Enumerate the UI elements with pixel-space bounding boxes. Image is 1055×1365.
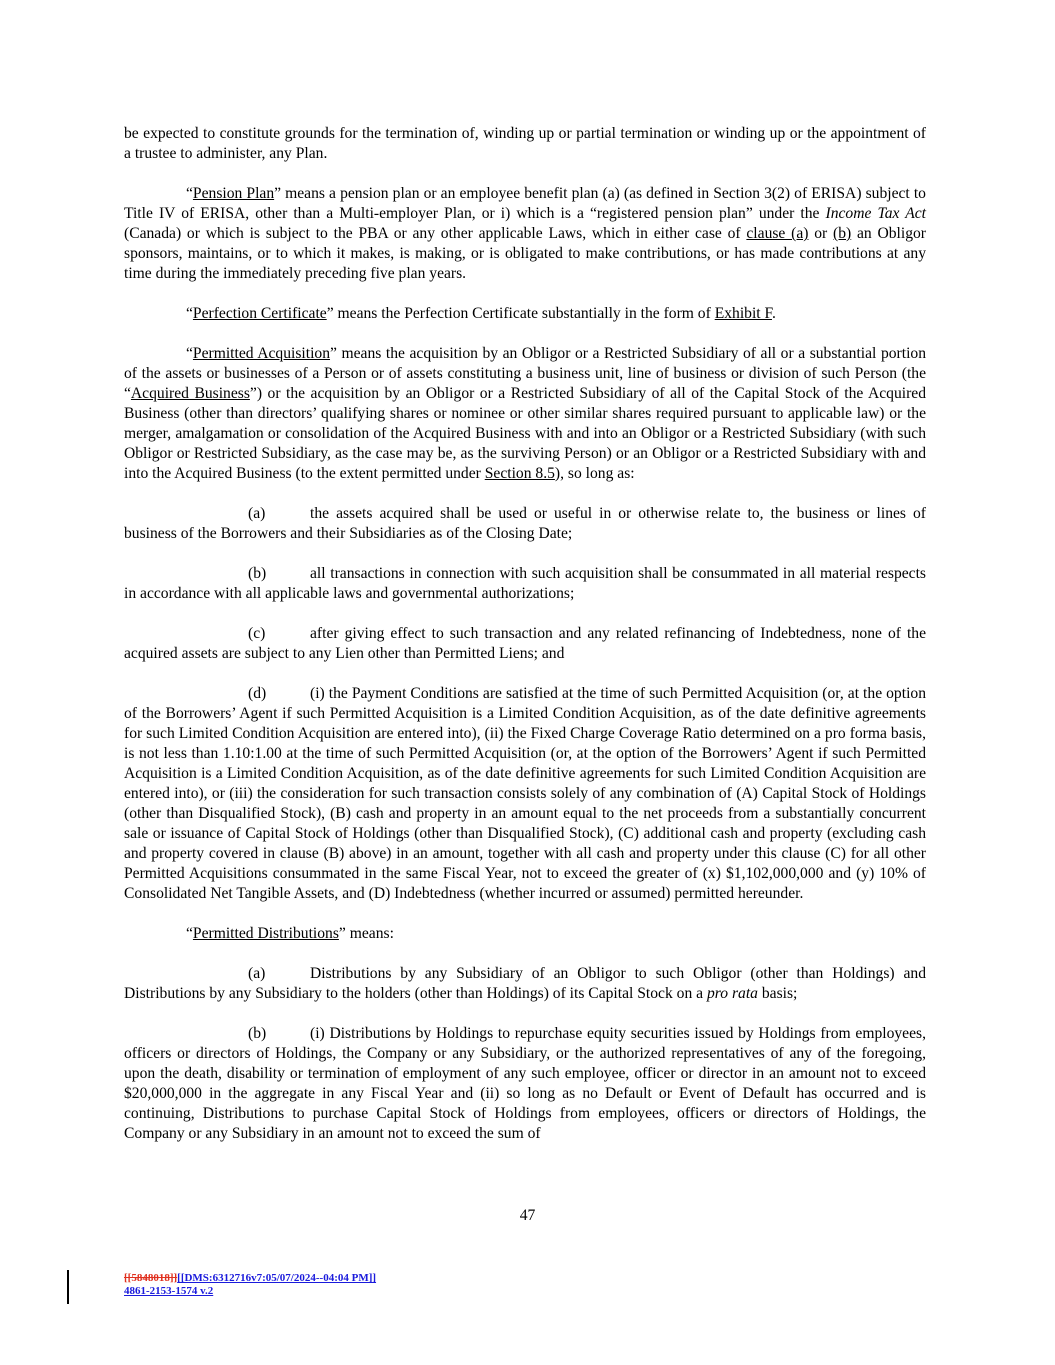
text-run: (Canada) or which is subject to the PBA or any other applicable Laws, which in either case of bbox=[124, 225, 747, 242]
list-item-paragraph bbox=[124, 964, 926, 1004]
page-number: 47 bbox=[519, 1207, 536, 1224]
defined-term: Permitted Distributions bbox=[192, 925, 339, 942]
list-item-paragraph bbox=[124, 1024, 926, 1144]
defined-term: Acquired Business bbox=[130, 385, 250, 402]
italic-text: Income Tax Act bbox=[825, 205, 926, 222]
footer bbox=[124, 1272, 376, 1298]
defined-term: (b) bbox=[833, 225, 852, 242]
text-run: ” means a pension plan or an employee benefit plan (a) (as defined in Section 3(2) of ERISA) subject to Title IV of ERISA, other than a Multi-employer Plan, or i) which is a “registered pension plan” under the bbox=[124, 185, 926, 222]
item-label: (d) bbox=[248, 685, 267, 702]
text-run: (i) the Payment Conditions are satisfied at the time of such Permitted Acquisition (or, at the option of the Borrowers’ Agent if such Permitted Acquisition is a Limited Condition Acquisition, as of the date definitive agreements for such Limited Condition Acquisition are entered into), (ii) the Fixed Charge Coverage Ratio determined on a pro forma basis, is not less than 1.10:1.00 at the time of such Permitted Acquisition (or, at the option of the Borrowers’ Agent if such Permitted Acquisition is a Limited Condition Acquisition, as of the date definitive agreements for such Limited Condition Acquisition are entered into), or (iii) the consideration for such transaction consists solely of any combination of (A) Capital Stock of Holdings (other than Disqualified Stock), (B) cash and property in an amount equal to the net proceeds from a substantially concurrent sale or issuance of Capital Stock of Holdings (other than Disqualified Stock), (C) additional cash and property (excluding cash and property covered in clause (B) above) in an amount, together with all cash and property under this clause (C) for all other Permitted Acquisitions consummated in the same Fiscal Year, not to exceed the greater of (x) $1,102,000,000 and (y) 10% of Consolidated Net Tangible Assets, and (D) Indebtedness (whether incurred or assumed) permitted hereunder. bbox=[124, 685, 926, 902]
item-label: (a) bbox=[248, 965, 266, 982]
text-run: “ bbox=[186, 185, 193, 202]
text-run: all transactions in connection with such acquisition shall be consummated in all material respects in accordance with all applicable laws and governmental authorizations; bbox=[124, 565, 926, 602]
item-label: (c) bbox=[248, 625, 266, 642]
paragraph bbox=[124, 124, 926, 164]
text-run: “ bbox=[186, 925, 193, 942]
defined-term: Permitted Acquisition bbox=[192, 345, 331, 362]
item-label: (b) bbox=[248, 1025, 267, 1042]
footer-doc-id: 4861-2153-1574 v.2 bbox=[124, 1285, 214, 1297]
text-run: ” means the acquisition by an Obligor or a Restricted Subsidiary of all or a substantial portion of the assets or businesses of a Person or of assets constituting a business unit, line of business or division of such Person (the “ bbox=[124, 345, 926, 402]
list-item-paragraph bbox=[124, 684, 926, 904]
item-label: (a) bbox=[248, 505, 266, 522]
list-item-paragraph bbox=[124, 624, 926, 664]
definition-paragraph bbox=[124, 184, 926, 284]
footer-dms-ref: [[DMS:6312716v7:05/07/2024--04:04 PM]] bbox=[177, 1272, 377, 1284]
definition-paragraph bbox=[124, 304, 926, 324]
text-run: or bbox=[808, 225, 834, 242]
text-run: ”) or the acquisition by an Obligor or a Restricted Subsidiary of all of the Capital Stock of the Acquired Business (other than directors’ qualifying shares or nominee or other similar shares required pursuant to applicable law) or the merger, amalgamation or consolidation of the Acquired Business with and into an Obligor or a Restricted Subsidiary (with such Obligor or Restricted Subsidiary, as the case may be, as the surviving Person) or an Obligor or a Restricted Subsidiary with and into the Acquired Business (to the extent permitted under bbox=[124, 385, 927, 482]
defined-term: Section 8.5 bbox=[484, 465, 555, 482]
text-run: after giving effect to such transaction and any related refinancing of Indebtedness, none of the acquired assets are subject to any Lien other than Permitted Liens; and bbox=[124, 625, 926, 662]
defined-term: Perfection Certificate bbox=[192, 305, 327, 322]
text-run: “ bbox=[186, 345, 193, 362]
definition-paragraph bbox=[124, 344, 926, 484]
text-run: ” means the Perfection Certificate substantially in the form of bbox=[326, 305, 715, 322]
change-bar bbox=[67, 1270, 69, 1304]
list-item-paragraph bbox=[124, 504, 926, 544]
text-run: (i) Distributions by Holdings to repurchase equity securities issued by Holdings from employees, officers or directors of Holdings, the Company or any Subsidiary, or the authorized representatives of any of the foregoing, upon the death, disability or termination of employment of any such employee, officer or director in an amount not to exceed $20,000,000 in the aggregate in any Fiscal Year and (ii) so long as no Default or Event of Default has occurred and is continuing, Distributions to purchase Capital Stock of Holdings from employees, officers or directors of Holdings, the Company or any Subsidiary in an amount not to exceed the sum of bbox=[124, 1025, 926, 1142]
item-label: (b) bbox=[248, 565, 267, 582]
text-run: be expected to constitute grounds for the termination of, winding up or partial termination or winding up or the appointment of a trustee to administer, any Plan. bbox=[124, 125, 926, 162]
text-run: basis; bbox=[757, 985, 798, 1002]
defined-term: clause (a) bbox=[746, 225, 809, 242]
footer-deleted-ref: [[5848018]] bbox=[124, 1272, 178, 1284]
text-run: Distributions by any Subsidiary of an Obligor to such Obligor (other than Holdings) and Distributions by any Subsidiary to the holders (other than Holdings) of its Capital Stock on a bbox=[124, 965, 926, 1002]
list-item-paragraph bbox=[124, 564, 926, 604]
document-body bbox=[124, 124, 926, 1164]
text-run: . bbox=[771, 305, 776, 322]
text-run: “ bbox=[186, 305, 193, 322]
italic-text: pro rata bbox=[706, 985, 758, 1002]
definition-paragraph bbox=[124, 924, 926, 944]
defined-term: Pension Plan bbox=[192, 185, 275, 202]
defined-term: Exhibit F bbox=[714, 305, 772, 322]
text-run: ), so long as: bbox=[554, 465, 635, 482]
text-run: an Obligor sponsors, maintains, or to which it makes, is making, or is obligated to make contributions, or has made contributions at any time during the immediately preceding five plan years. bbox=[124, 225, 926, 282]
text-run: the assets acquired shall be used or useful in or otherwise relate to, the business or lines of business of the Borrowers and their Subsidiaries as of the Closing Date; bbox=[124, 505, 926, 542]
text-run: ” means: bbox=[338, 925, 394, 942]
